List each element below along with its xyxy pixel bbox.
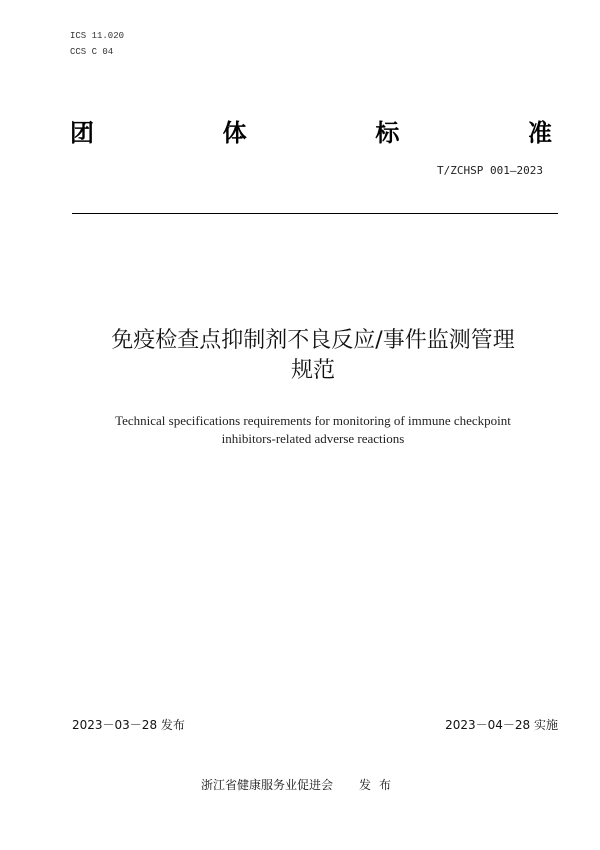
ics-code: ICS 11.020 <box>70 31 125 41</box>
classification-codes <box>70 28 124 60</box>
ccs-code: CCS C 04 <box>70 47 114 57</box>
standard-type-char: 标 <box>375 118 400 147</box>
issuer-name: 浙江省健康服务业促进会 <box>200 778 333 792</box>
english-title-line-2: inhibitors-related adverse reactions <box>221 431 405 446</box>
standard-type-char: 准 <box>527 118 552 147</box>
issuer-action: 发布 <box>359 778 400 792</box>
chinese-title-line-1: 免疫检查点抑制剂不良反应/事件监测管理 <box>111 328 515 353</box>
issuer-line <box>0 776 600 793</box>
chinese-title-line-2: 规范 <box>290 358 335 383</box>
issue-date: 2023－03－28 发布 <box>72 718 185 732</box>
implementation-date: 2023－04－28 实施 <box>445 718 558 732</box>
standard-number: T/ZCHSP 001—2023 <box>437 164 543 177</box>
standard-type-char: 团 <box>70 118 94 147</box>
english-title <box>60 412 566 448</box>
english-title-line-1: Technical specifications requirements for monitoring of immune checkpoint <box>115 413 511 428</box>
header-divider <box>72 213 558 214</box>
standard-type-heading <box>70 112 552 148</box>
chinese-title <box>60 326 566 386</box>
standard-type-char: 体 <box>222 118 247 147</box>
